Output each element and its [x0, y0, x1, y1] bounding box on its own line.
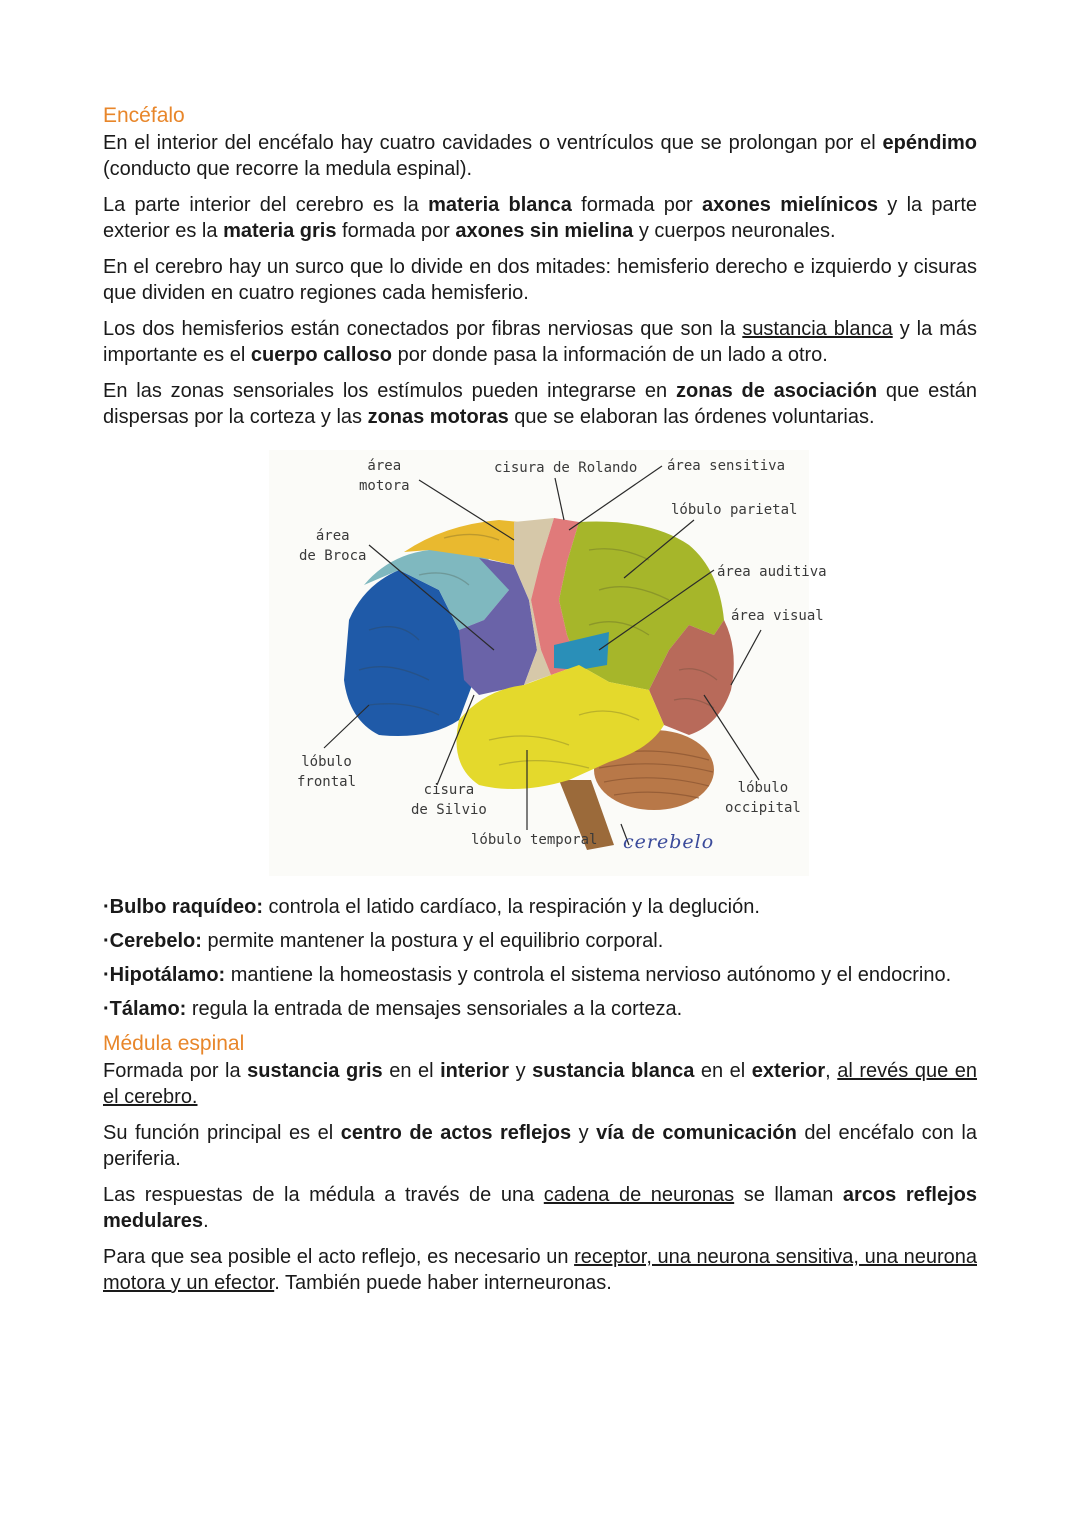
label-lobulo-frontal: lóbulo frontal: [297, 754, 357, 790]
paragraph-hemisferios: [103, 254, 977, 306]
brain-diagram: [269, 450, 827, 876]
text: Formada por la: [103, 1060, 248, 1082]
label-cerebelo-handwritten: cerebelo: [623, 831, 715, 853]
text: . También puede haber interneuronas.: [274, 1272, 612, 1294]
text: La parte interior del cerebro es la: [103, 194, 429, 216]
underlined-term: sustancia blanca: [742, 318, 893, 340]
bullet-term: ·Hipotálamo:: [103, 964, 226, 986]
paragraph-medula-funcion: [103, 1120, 977, 1172]
underlined-term: receptor, una neurona sensitiva, una neurona motora y un efector: [103, 1246, 977, 1294]
text: formada por: [336, 220, 456, 242]
text: se llaman: [734, 1184, 843, 1206]
text: formada por: [571, 194, 702, 216]
text: Las respuestas de la médula a través de una: [103, 1184, 544, 1206]
bold-term: centro de actos reflejos: [340, 1122, 572, 1144]
bold-term: interior: [440, 1060, 510, 1082]
bullet-list: [103, 894, 977, 1022]
bullet-term: ·Cerebelo:: [103, 930, 202, 952]
text: Su función principal es el: [103, 1122, 341, 1144]
document-page: [103, 102, 977, 1306]
label-area-visual: área visual: [731, 608, 824, 624]
bullet-hipotalamo: [103, 962, 977, 988]
paragraph-zonas: [103, 378, 977, 430]
label-area-sensitiva: área sensitiva: [667, 458, 786, 474]
text: (conducto que recorre la medula espinal).: [103, 158, 473, 180]
bold-term: vía de comunicación: [596, 1122, 797, 1144]
bold-term: materia gris: [223, 220, 337, 242]
text: En el interior del encéfalo hay cuatro cavidades o ventrículos que se prolongan por el: [103, 132, 883, 154]
bullet-text: permite mantener la postura y el equilibrio corporal.: [201, 930, 664, 952]
bullet-text: mantiene la homeostasis y controla el sistema nervioso autónomo y el endocrino.: [225, 964, 952, 986]
text: .: [203, 1210, 209, 1232]
text: por donde pasa la información de un lado a otro.: [392, 344, 828, 366]
text: y la más importante es el: [103, 318, 977, 366]
bold-term: epéndimo: [882, 132, 977, 154]
label-cisura-silvio: cisura de Silvio: [411, 782, 487, 818]
bullet-text: regula la entrada de mensajes sensoriales a la corteza.: [186, 998, 683, 1020]
bullet-bulbo: [103, 894, 977, 920]
label-lobulo-occipital: lóbulo occipital: [725, 780, 801, 816]
bold-term: cuerpo calloso: [250, 344, 393, 366]
bold-term: arcos reflejos medulares: [103, 1184, 977, 1232]
label-area-motora: área motora: [359, 458, 410, 494]
underlined-term: al revés que en el cerebro.: [103, 1060, 978, 1108]
paragraph-arcos-reflejos: [103, 1182, 977, 1234]
label-area-auditiva: área auditiva: [717, 564, 827, 580]
text: y la parte exterior es la: [103, 194, 977, 242]
bullet-text: controla el latido cardíaco, la respiración y la deglución.: [262, 896, 760, 918]
bold-term: sustancia gris: [247, 1060, 383, 1082]
label-area-broca: área de Broca: [299, 528, 367, 564]
bold-term: exterior: [751, 1060, 826, 1082]
text: En las zonas sensoriales los estímulos pueden integrarse en: [103, 380, 677, 402]
text: en el: [694, 1060, 752, 1082]
text: y: [509, 1060, 533, 1082]
bullet-term: ·Bulbo raquídeo:: [103, 896, 263, 918]
paragraph-ventriculos: [103, 130, 977, 182]
bold-term: zonas motoras: [367, 406, 509, 428]
section-heading-encefalo: Encéfalo: [103, 104, 185, 127]
paragraph-medula-estructura: [103, 1058, 977, 1110]
text: que están dispersas por la corteza y las: [103, 380, 977, 428]
bold-term: sustancia blanca: [532, 1060, 695, 1082]
text: y cuerpos neuronales.: [633, 220, 836, 242]
text: que se elaboran las órdenes voluntarias.: [508, 406, 875, 428]
paragraph-cuerpo-calloso: [103, 316, 977, 368]
text: ,: [825, 1060, 838, 1082]
paragraph-materia: [103, 192, 977, 244]
section-heading-medula: Médula espinal: [103, 1032, 245, 1055]
underlined-term: cadena de neuronas: [543, 1184, 735, 1206]
text: del encéfalo con la periferia.: [103, 1122, 977, 1170]
text: y: [571, 1122, 597, 1144]
text: Los dos hemisferios están conectados por fibras nerviosas que son la: [103, 318, 743, 340]
bold-term: axones mielínicos: [702, 194, 879, 216]
bullet-talamo: [103, 996, 977, 1022]
label-cisura-rolando: cisura de Rolando: [494, 460, 638, 476]
paragraph-acto-reflejo: [103, 1244, 977, 1296]
label-lobulo-parietal: lóbulo parietal: [671, 502, 798, 518]
bold-term: zonas de asociación: [676, 380, 878, 402]
bullet-term: ·Tálamo:: [103, 998, 187, 1020]
text: en el: [382, 1060, 441, 1082]
bullet-cerebelo: [103, 928, 977, 954]
text: Para que sea posible el acto reflejo, es necesario un: [103, 1246, 575, 1268]
bold-term: materia blanca: [428, 194, 572, 216]
bold-term: axones sin mielina: [455, 220, 634, 242]
label-lobulo-temporal: lóbulo temporal: [471, 832, 598, 848]
text: En el cerebro hay un surco que lo divide en dos mitades: hemisferio derecho e izquierdo y cisuras que dividen en cuatro regiones cada hemisferio.: [103, 256, 977, 304]
